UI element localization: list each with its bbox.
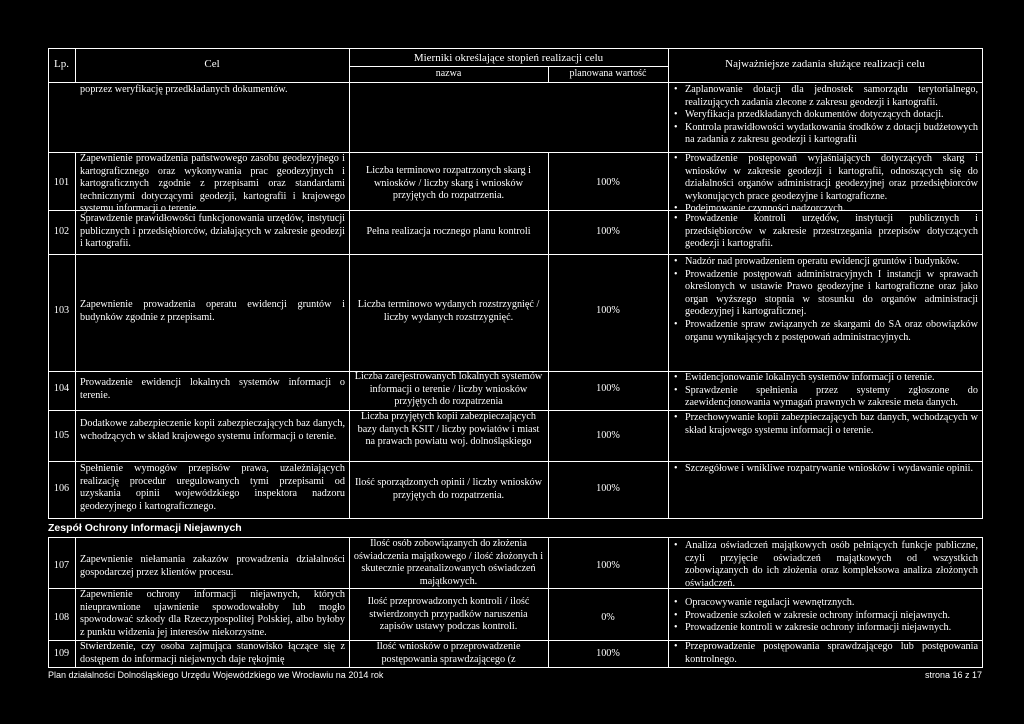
- task-item: • Prowadzenie szkoleń w zakresie ochrony informacji niejawnych.: [674, 610, 978, 623]
- task-item: • Prowadzenie postępowań wyjaśniających dotyczących skarg i wniosków w zakresie geodezji i kartografii, odnoszących się do działalności organów administracji geodezyjnej oraz przedsiębiorców wykonujących prace geodezyjne i kartograficzne.: [674, 153, 978, 203]
- row-tasks: [674, 153, 978, 216]
- task-item: • Przeprowadzenie postępowania sprawdzającego lub postępowania kontrolnego.: [674, 641, 978, 666]
- task-item: • Analiza oświadczeń majątkowych osób pełniących funkcje publiczne, czyli przyjęcie oświadczeń majątkowych od wszystkich zobowiązanych do ich złożenia oraz kompleksowa analiza złożonych oświadczeń.: [674, 540, 978, 590]
- row-line: [48, 461, 983, 462]
- page-number: strona 16 z 17: [924, 670, 982, 680]
- row-goal: Zapewnienie niełamania zakazów prowadzenia działalności gospodarczej przez klientów procesu.: [80, 554, 345, 578]
- header-lp: Lp.: [54, 58, 69, 70]
- footer-title: Plan działalności Dolnośląskiego Urzędu Wojewódzkiego we Wrocławiu na 2014 rok: [48, 670, 384, 680]
- col-line: [982, 537, 983, 667]
- row-line: [48, 518, 983, 519]
- row-measure-name: Liczba zarejestrowanych lokalnych systemów informacji o terenie / liczby wniosków przyjętych do rozpatrzenia: [354, 371, 543, 408]
- task-item: • Weryfikacja przedkładanych dokumentów dotyczących dotacji.: [674, 109, 978, 122]
- row-goal: Sprawdzenie prawidłowości funkcjonowania urzędów, instytucji publicznych i przedsiębiorców, działających w zakresie geodezji i kartografii.: [80, 213, 345, 250]
- row-goal: Stwierdzenie, czy osoba zajmująca stanowisko łączące się z dostępem do informacji niejawnych daje rękojmię: [80, 641, 345, 665]
- row-planned-value: 100%: [596, 177, 620, 188]
- section-title: Zespół Ochrony Informacji Niejawnych: [48, 522, 242, 534]
- col-line: [668, 537, 669, 667]
- row-goal: Spełnienie wymogów przepisów prawa, uzależniających realizację procedur uregulowanych tymi przepisami od uzyskania opinii wojewódzkiego inspektora nadzoru geodezyjnego i kartograficznego.: [80, 463, 345, 512]
- col-line: [668, 48, 669, 518]
- row-goal: Dodatkowe zabezpieczenie kopii zabezpieczających baz danych, wchodzących w skład krajowego systemu informacji o terenie.: [80, 418, 345, 442]
- row-planned-value: 100%: [596, 648, 620, 659]
- table-border-bottom: [48, 667, 983, 668]
- task-item: • Kontrola prawidłowości wydatkowania środków z dotacji budżetowych na zadania z zakresu geodezji i kartografii: [674, 122, 978, 147]
- task-item: • Szczegółowe i wnikliwe rozpatrywanie wniosków i wydawanie opinii.: [674, 463, 978, 476]
- task-item: • Nadzór nad prowadzeniem operatu ewidencji gruntów i budynków.: [674, 256, 978, 269]
- col-line: [982, 48, 983, 518]
- row-goal: Zapewnienie prowadzenia operatu ewidencji gruntów i budynków zgodnie z przepisami.: [80, 299, 345, 323]
- row-measure-name: Ilość wniosków o przeprowadzenie postępowania sprawdzającego (z: [376, 641, 521, 665]
- row-measure-name: Ilość sporządzonych opinii / liczby wniosków przyjętych do rozpatrzenia.: [354, 477, 543, 501]
- row-planned-value: 100%: [596, 560, 620, 571]
- task-item: • Prowadzenie spraw związanych ze skargami do SA oraz obowiązków organu wynikających z postępowań administracyjnych.: [674, 319, 978, 344]
- row-line: [48, 254, 983, 255]
- task-item: • Sprawdzenie spełnienia przez systemy zgłoszone do zaewidencjonowania wymagań prawnych w zakresie meta danych.: [674, 385, 978, 410]
- continuation-cel: poprzez weryfikację przedkładanych dokumentów.: [80, 84, 288, 95]
- row-tasks: [674, 256, 978, 344]
- header-nazwa: nazwa: [435, 68, 462, 79]
- row-planned-value: 100%: [596, 430, 620, 441]
- task-item: • Prowadzenie kontroli urzędów, instytucji publicznych i przedsiębiorców w zakresie przestrzegania przepisów dotyczących geodezji i kartografii.: [674, 213, 978, 251]
- col-line: [349, 537, 350, 667]
- task-item: • Zaplanowanie dotacji dla jednostek samorządu terytorialnego, realizujących zadania zlecone z zakresu geodezji i kartografii.: [674, 84, 978, 109]
- table-border-top: [48, 48, 983, 49]
- row-tasks: [674, 540, 978, 590]
- header-cel: Cel: [204, 58, 220, 70]
- header-bottom-line: [48, 82, 983, 83]
- row-measure-name: Ilość osób zobowiązanych do złożenia oświadczenia majątkowego / ilość złożonych i skutecznie przeanalizowanych oświadczeń majątkowych.: [353, 538, 544, 587]
- col-line: [75, 152, 76, 518]
- row-tasks: [674, 213, 978, 251]
- header-divider: [349, 66, 668, 67]
- row-measure-name: Pełna realizacja rocznego planu kontroli: [366, 226, 531, 237]
- row-measure-name: Liczba terminowo wydanych rozstrzygnięć / liczby wydanych rozstrzygnięć.: [357, 299, 540, 323]
- row-tasks: [674, 641, 978, 666]
- task-item: • Ewidencjonowanie lokalnych systemów informacji o terenie.: [674, 372, 978, 385]
- row-goal: Prowadzenie ewidencji lokalnych systemów informacji o terenie.: [80, 377, 345, 401]
- row-number: 101: [53, 177, 70, 188]
- row-number: 106: [53, 483, 70, 494]
- row-number: 108: [53, 612, 70, 623]
- continuation-tasks: [674, 84, 978, 147]
- row-number: 107: [53, 560, 70, 571]
- row-planned-value: 100%: [596, 383, 620, 394]
- row-number: 104: [53, 383, 70, 394]
- row-planned-value: 100%: [596, 483, 620, 494]
- col-line: [48, 48, 49, 518]
- row-measure-name: Liczba terminowo rozpatrzonych skarg i wniosków / liczby skarg i wniosków przyjętych do rozpatrzenia.: [365, 165, 531, 202]
- row-number: 103: [53, 305, 70, 316]
- row-tasks: [674, 372, 978, 410]
- row-number: 109: [53, 648, 70, 659]
- row-tasks: [674, 597, 978, 635]
- row-measure-name: Ilość przeprowadzonych kontroli / ilość stwierdzonych przypadków naruszenia zapisów ustawy podczas kontroli.: [367, 596, 530, 633]
- header-wartosc: planowana wartość: [569, 68, 647, 79]
- row-tasks: [674, 463, 978, 476]
- header-zadania: Najważniejsze zadania służące realizacji celu: [725, 58, 925, 70]
- row-number: 102: [53, 226, 70, 237]
- row-goal: Zapewnienie ochrony informacji niejawnych, których nieuprawnione ujawnienie spowodowałoby lub mogło spowodować szkody dla Rzeczypospolitej Polskiej, albo byłoby z punktu widzenia jej interesów niekorzystne.: [80, 589, 345, 638]
- row-tasks: [674, 412, 978, 437]
- col-line: [75, 537, 76, 667]
- row-goal: Zapewnienie prowadzenia państwowego zasobu geodezyjnego i kartograficznego oraz wykonywania prac geodezyjnych i kartograficznych zgodnie z przepisami oraz standardami technicznymi dotyczącymi geodezji, kartografii i krajowego systemu informacji o terenie.: [80, 153, 345, 215]
- col-line: [548, 152, 549, 518]
- task-item: • Prowadzenie kontroli w zakresie ochrony informacji niejawnych.: [674, 622, 978, 635]
- task-item: • Opracowywanie regulacji wewnętrznych.: [674, 597, 978, 610]
- row-planned-value: 100%: [596, 305, 620, 316]
- col-line: [349, 48, 350, 518]
- row-planned-value: 100%: [596, 226, 620, 237]
- row-measure-name: Liczba przyjętych kopii zabezpieczających bazy danych KSIT / liczby powiatów i miast na prawach powiatu woj. dolnośląskiego: [357, 411, 540, 448]
- task-item: • Przechowywanie kopii zabezpieczających baz danych, wchodzących w skład krajowego systemu informacji o terenie.: [674, 412, 978, 437]
- header-mierniki: Mierniki określające stopień realizacji celu: [413, 52, 604, 64]
- task-item: • Podejmowanie czynności nadzorczych.: [674, 203, 978, 216]
- row-planned-value: 0%: [601, 612, 615, 623]
- task-item: • Prowadzenie postępowań administracyjnych I instancji w sprawach określonych w ustawie Prawo geodezyjne i kartograficzne oraz jako organ wyższego stopnia w stosunku do organów administracji geodezyjnej i kartograficznej.: [674, 269, 978, 319]
- row-number: 105: [53, 430, 70, 441]
